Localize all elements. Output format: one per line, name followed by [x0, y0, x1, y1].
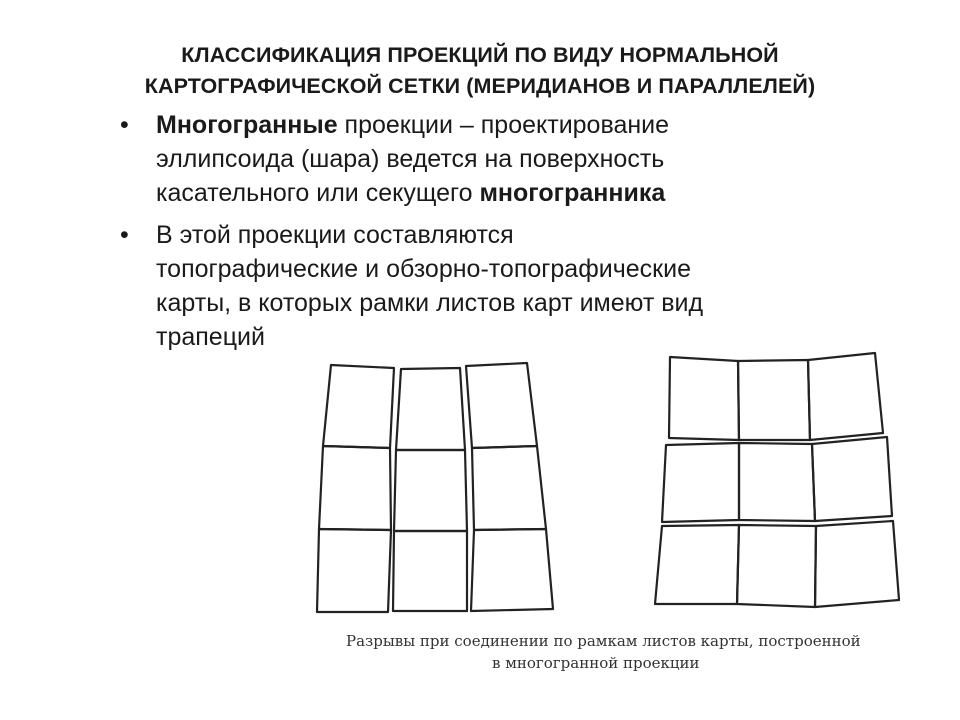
sheet: [394, 450, 467, 531]
sheet: [737, 525, 816, 607]
figure-caption: [346, 630, 956, 674]
sheet: [396, 368, 465, 450]
title-line-2: КАРТОГРАФИЧЕСКОЙ СЕТКИ (МЕРИДИАНОВ И ПАРАЛЛЕЛЕЙ): [144, 74, 816, 98]
caption-line-2: в многогранной проекции: [492, 654, 700, 672]
sheet: [323, 365, 394, 448]
sheet: [669, 357, 739, 440]
term-polyhedral: Многогранные: [156, 111, 338, 139]
bullet-marker: •: [120, 221, 129, 249]
term-polyhedron: многогранника: [479, 179, 666, 207]
sheet: [393, 531, 467, 611]
sheet: [471, 529, 553, 611]
sheet: [662, 443, 739, 522]
caption-line-1: Разрывы при соединении по рамкам листов карты, построенной: [346, 632, 861, 650]
left-sheet-grid: [317, 363, 553, 612]
bullet-item-trapezoid: • В этой проекции составляются топографические и обзорно-топографические карты, в которых рамки листов карт имеют вид трапеций: [120, 218, 900, 354]
bullet-item-polyhedral: • Многогранные проекции – проектирование эллипсоида (шара) ведется на поверхность касательного или секущего многогранника: [120, 108, 900, 210]
sheet: [808, 353, 883, 440]
sheet: [739, 443, 815, 521]
sheet: [319, 446, 391, 530]
right-sheet-grid: [655, 353, 899, 607]
bullet-marker: •: [120, 111, 129, 139]
sheet: [472, 446, 546, 530]
sheet: [738, 360, 810, 440]
sheet: [655, 525, 739, 604]
sheet: [815, 521, 899, 607]
title-line-1: КЛАССИФИКАЦИЯ ПРОЕКЦИЙ ПО ВИДУ НОРМАЛЬНОЙ: [181, 43, 779, 67]
sheet: [317, 529, 391, 612]
sheet: [466, 363, 537, 448]
sheet: [812, 437, 892, 521]
